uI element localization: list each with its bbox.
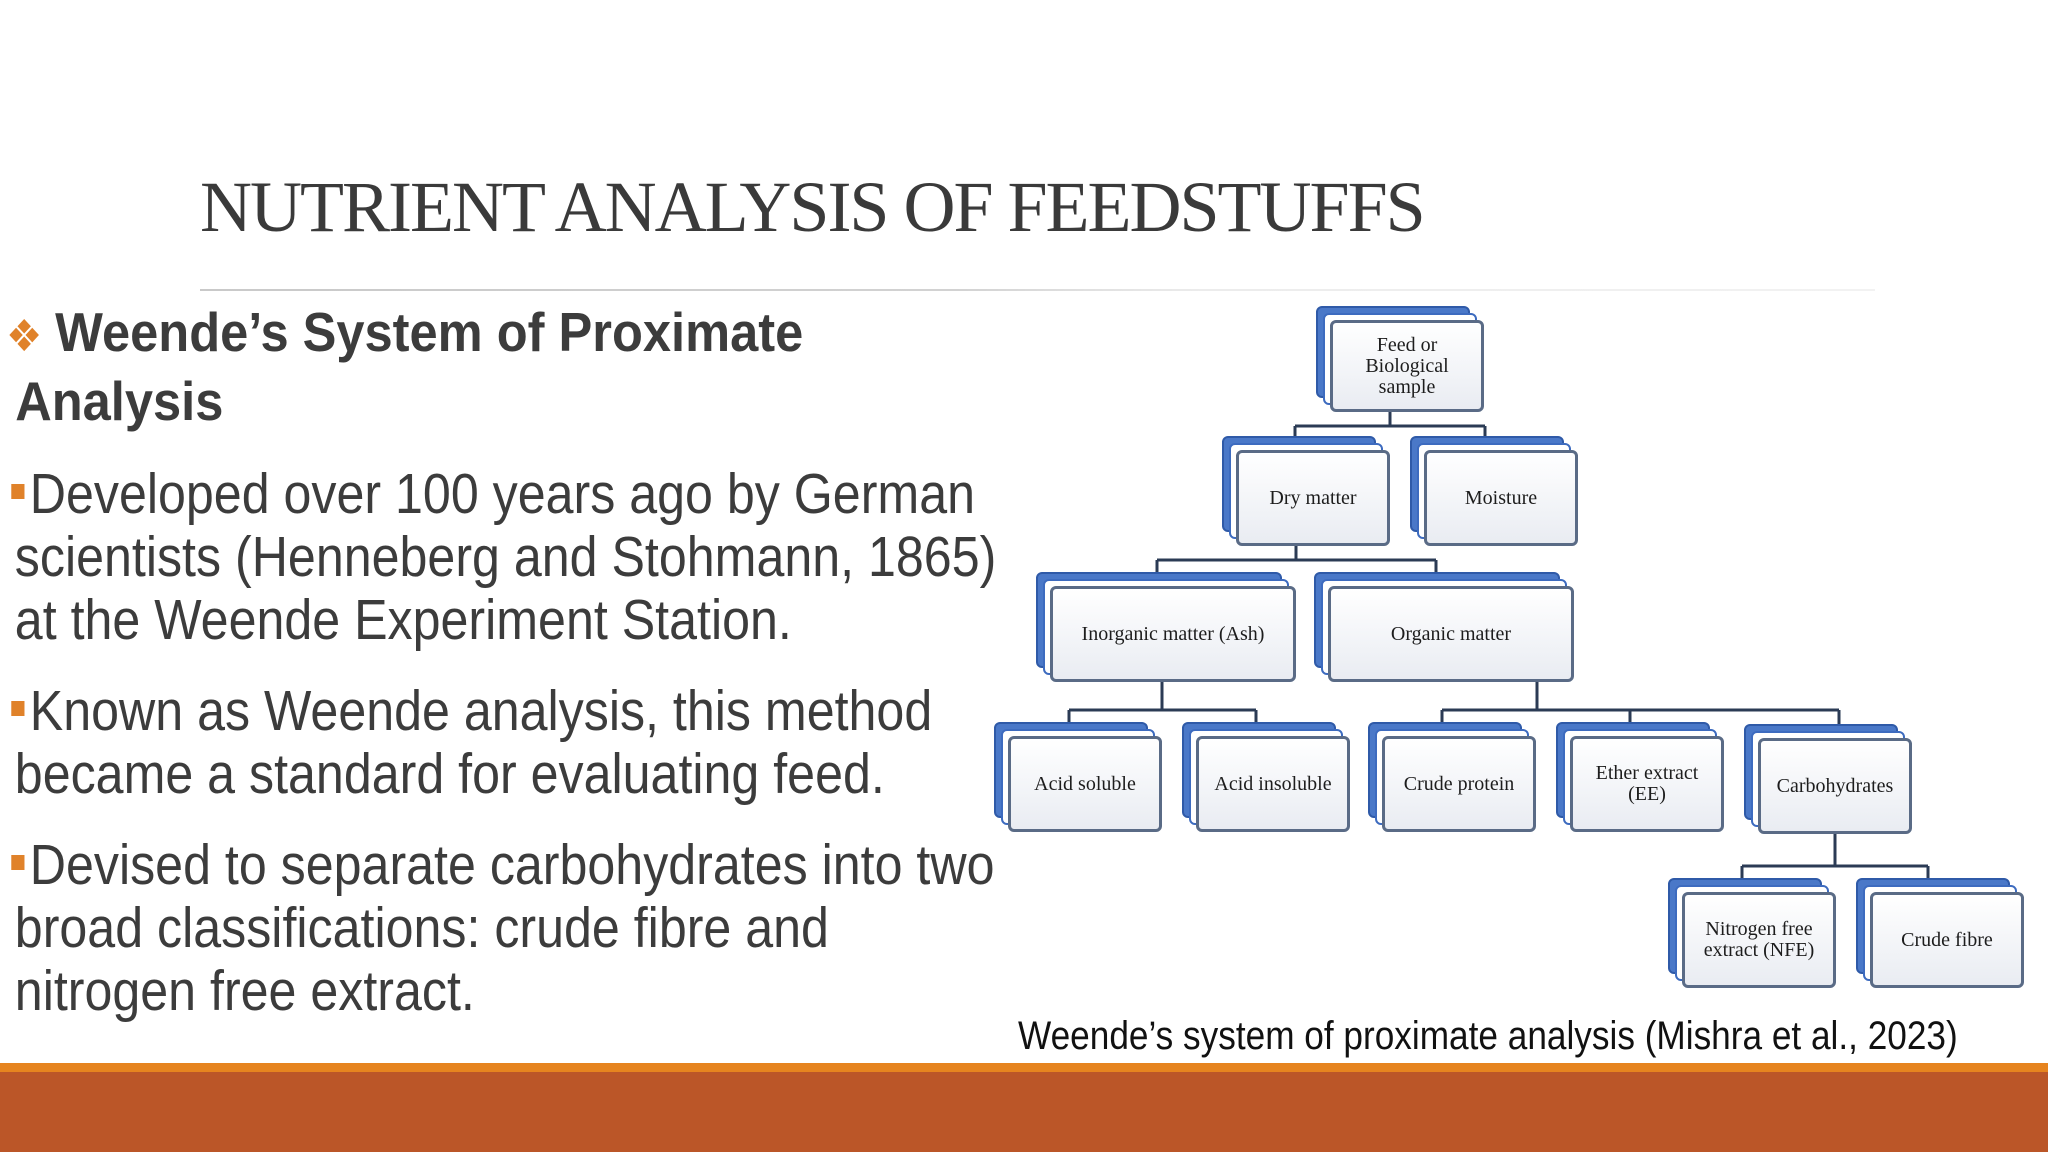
node-label: Dry matter [1236, 450, 1390, 546]
node-carbohydrates [1758, 738, 1912, 834]
bullet-line: Developed over 100 years ago by German [29, 462, 975, 526]
square-bullet-icon [11, 701, 24, 716]
slide-title: NUTRIENT ANALYSIS OF FEEDSTUFFS [200, 167, 1424, 247]
node-inorganic-matter [1050, 586, 1296, 682]
bullet-line: broad classifications: crude fibre and [14, 896, 829, 960]
node-dry-matter [1236, 450, 1390, 546]
square-bullet-icon [11, 484, 24, 499]
heading-line-2: Analysis [15, 370, 224, 432]
bullet-line: nitrogen free extract. [14, 959, 475, 1023]
node-label: Nitrogen free extract (NFE) [1682, 892, 1836, 988]
node-label: Feed or Biological sample [1330, 320, 1484, 412]
bullet-developed [6, 462, 997, 652]
diagram-caption: Weende’s system of proximate analysis (Mishra et al., 2023) [1018, 1014, 1958, 1058]
node-label: Acid soluble [1008, 736, 1162, 832]
bullet-devised [6, 833, 995, 1023]
connector-organic [1442, 682, 1839, 724]
bullet-line: became a standard for evaluating feed. [14, 742, 885, 806]
title-divider [200, 289, 1875, 291]
node-label: Organic matter [1328, 586, 1574, 682]
section-heading [6, 300, 917, 433]
node-label: Carbohydrates [1758, 738, 1912, 834]
bullet-line: Devised to separate carbohydrates into two [29, 833, 995, 897]
square-bullet-icon [11, 855, 24, 870]
node-label: Inorganic matter (Ash) [1050, 586, 1296, 682]
heading-line-1: Weende’s System of Proximate [55, 301, 804, 363]
node-ether-extract [1570, 736, 1724, 832]
node-label: Moisture [1424, 450, 1578, 546]
footer-accent-bar [0, 1063, 2048, 1072]
node-crude-protein [1382, 736, 1536, 832]
node-label: Acid insoluble [1196, 736, 1350, 832]
node-crude-fibre [1870, 892, 2024, 988]
node-label: Crude fibre [1870, 892, 2024, 988]
node-moisture [1424, 450, 1578, 546]
connector-dry-matter [1157, 546, 1436, 574]
connector-inorganic [1069, 682, 1256, 724]
bullet-line: Known as Weende analysis, this method [29, 679, 933, 743]
bullet-line: at the Weende Experiment Station. [14, 588, 792, 652]
node-label: Ether extract (EE) [1570, 736, 1724, 832]
diamond-bullet-icon: ❖ [6, 312, 43, 361]
node-nitrogen-free-extract [1682, 892, 1836, 988]
bullet-line: scientists (Henneberg and Stohmann, 1865) [14, 525, 997, 589]
node-feed-sample [1330, 320, 1484, 412]
connector-carbohydrates [1742, 834, 1928, 880]
text-column [6, 300, 996, 1023]
footer-bar [0, 1072, 2048, 1152]
node-acid-insoluble [1196, 736, 1350, 832]
node-acid-soluble [1008, 736, 1162, 832]
node-label: Crude protein [1382, 736, 1536, 832]
node-organic-matter [1328, 586, 1574, 682]
bullet-known-as [6, 679, 933, 806]
